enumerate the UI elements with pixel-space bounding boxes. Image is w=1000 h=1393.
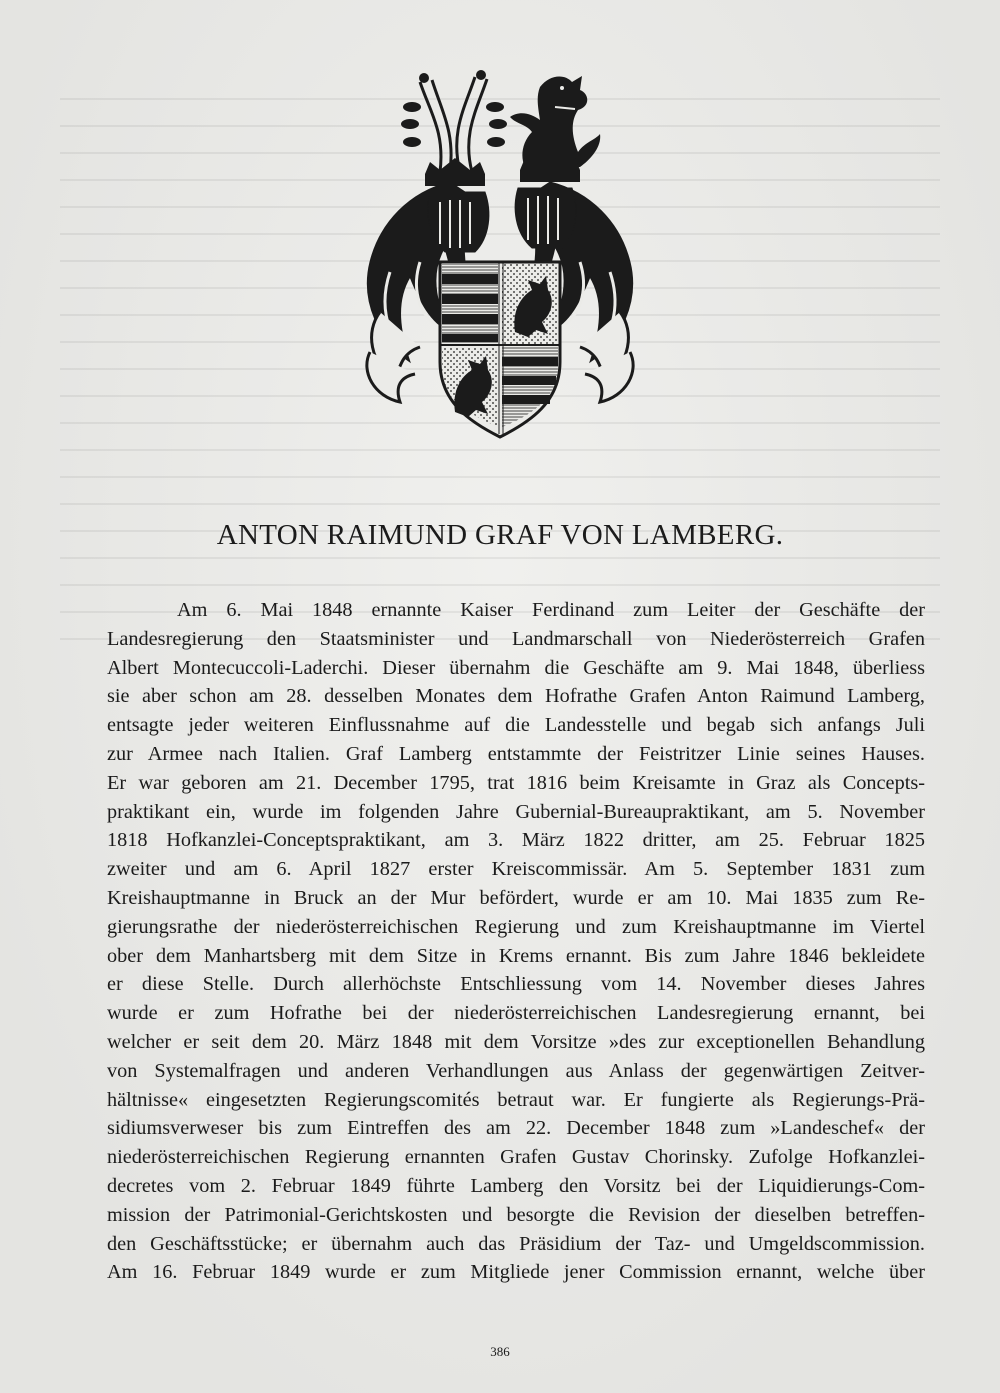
- text-line: Albert Montecuccoli-Laderchi. Dieser übernahm die Geschäfte am 9. Mai 1848, überliess: [107, 656, 925, 679]
- horns-crest-icon: [401, 70, 507, 172]
- text-line: mission der Patrimonial-Gerichtskosten und besorgte die Revision der dieselben betreffen-: [107, 1203, 925, 1226]
- text-line: sidiumsverweser bis zum Eintreffen des am 22. December 1848 zum »Landeschef« der: [107, 1117, 925, 1140]
- page-title: ANTON RAIMUND GRAF VON LAMBERG.: [216, 519, 784, 551]
- text-line: hältnisse« eingesetzten Regierungscomités betraut war. Er fungierte als Regierungs-Prä-: [107, 1088, 925, 1111]
- text-line: niederösterreichischen Regierung ernannten Grafen Gustav Chorinsky. Zufolge Hofkanzlei-: [107, 1146, 925, 1169]
- text-line: welcher er seit dem 20. März 1848 mit dem Vorsitze »des zur exceptionellen Behandlung: [107, 1030, 925, 1053]
- text-line: 1818 Hofkanzlei-Conceptspraktikant, am 3. März 1822 dritter, am 25. Februar 1825: [107, 829, 925, 852]
- text-line: zweiter und am 6. April 1827 erster Kreiscommissär. Am 5. September 1831 zum: [107, 858, 925, 881]
- page-number: 386: [490, 1344, 510, 1359]
- text-line: Kreishauptmanne in Bruck an der Mur befördert, wurde er am 10. Mai 1835 zum Re-: [107, 886, 925, 909]
- text-line: Am 16. Februar 1849 wurde er zum Mitgliede jener Commission ernannt, welche über: [107, 1261, 925, 1284]
- text-line: gierungsrathe der niederösterreichischen Regierung und zum Kreishauptmanne im Viertel: [107, 915, 925, 938]
- body-text: [107, 596, 925, 1287]
- text-line: Landesregierung den Staatsminister und Landmarschall von Niederösterreich Grafen: [107, 627, 925, 650]
- helmets-icon: [428, 188, 576, 252]
- text-line: praktikant ein, wurde im folgenden Jahre Gubernial-Bureaupraktikant, am 5. November: [107, 800, 925, 823]
- shield-icon: [440, 262, 560, 437]
- text-line: zur Armee nach Italien. Graf Lamberg entstammte der Feistritzer Linie seines Hauses.: [107, 742, 925, 765]
- text-line: den Geschäftsstücke; er übernahm auch das Präsidium der Taz- und Umgeldscommission.: [107, 1232, 925, 1255]
- dog-crest-icon: [510, 76, 600, 167]
- text-line: von Systemalfragen und anderen Verhandlungen aus Anlass der gegenwärtigen Zeitver-: [107, 1059, 925, 1082]
- text-line: ober dem Manhartsberg mit dem Sitze in Krems ernannt. Bis zum Jahre 1846 bekleidete: [107, 944, 925, 967]
- coat-of-arms-icon: [350, 62, 650, 462]
- text-line: decretes vom 2. Februar 1849 führte Lamberg den Vorsitz bei der Liquidierungs-Com-: [107, 1174, 925, 1197]
- text-line: sie aber schon am 28. desselben Monates dem Hofrathe Grafen Anton Raimund Lamberg,: [107, 685, 925, 708]
- text-line: Am 6. Mai 1848 ernannte Kaiser Ferdinand zum Leiter der Geschäfte der: [177, 599, 925, 621]
- text-line: Er war geboren am 21. December 1795, trat 1816 beim Kreisamte in Graz als Concepts-: [107, 771, 925, 794]
- text-line: entsagte jeder weiteren Einflussnahme auf die Landesstelle und begab sich anfangs Juli: [107, 714, 925, 737]
- text-line: wurde er zum Hofrathe bei der niederösterreichischen Landesregierung ernannt, bei: [107, 1002, 925, 1025]
- text-line: er diese Stelle. Durch allerhöchste Entschliessung vom 14. November dieses Jahres: [107, 973, 925, 996]
